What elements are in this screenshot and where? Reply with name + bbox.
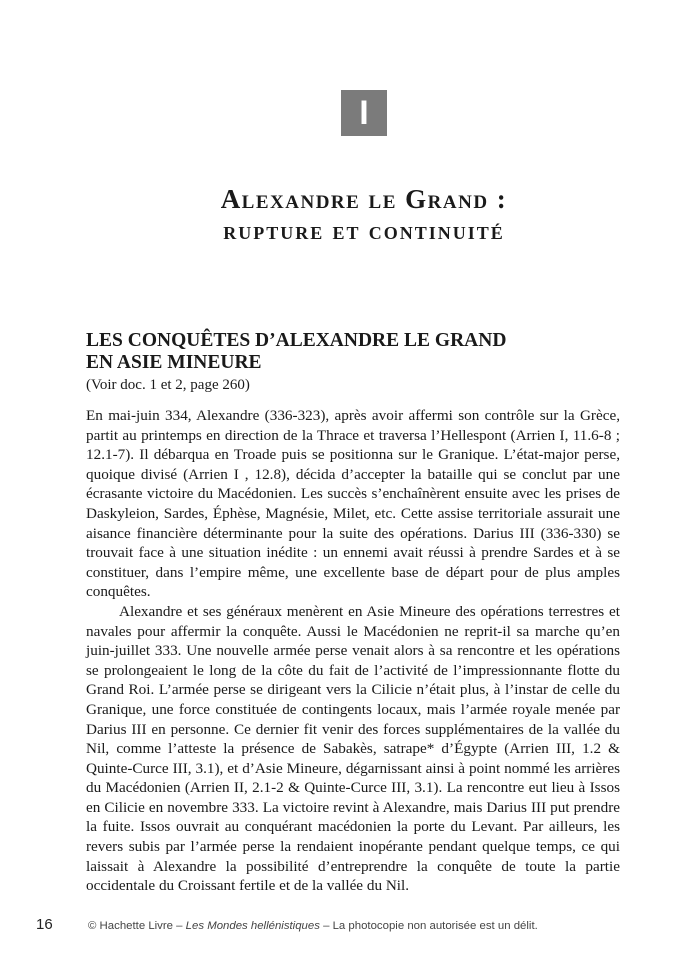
section-title-line-1: LES CONQUÊTES D’ALEXANDRE LE GRAND <box>86 330 507 351</box>
copyright-prefix: © Hachette Livre – <box>88 920 186 932</box>
chapter-subtitle: rupture et continuité <box>223 218 505 245</box>
copyright-notice <box>88 920 538 932</box>
page-number: 16 <box>36 916 53 933</box>
paragraph-1: En mai-juin 334, Alexandre (336-323), après avoir affermi son contrôle sur la Grèce, partit au printemps en direction de la Thrace et traversa l’Hellespont (Arrien I, 11.6-8 ; 12.1-7). Il débarqua en Troade puis se positionna sur le Granique. L’état-major perse, quoique divisé (Arrien I , 12.8), décida d’accepter la bataille qui se conclut par une écrasante victoire du Macédonien. Les succès s’enchaînèrent ensuite avec les prises de Daskyleion, Sardes, Éphèse, Magnésie, Milet, etc. Cette assise territoriale assurait une aisance financière déterminante pour la suite des opérations. Darius III (336-330) se trouvait face à une situation inédite : un ennemi avait réussi à prendre Sardes et à se constituer, dans l’empire même, une excellente base de départ pour de plus amples conquêtes. <box>86 407 620 601</box>
chapter-number-box <box>341 90 387 136</box>
chapter-title: Alexandre le Grand : <box>220 184 508 214</box>
section-title <box>86 330 626 374</box>
paragraph-2: Alexandre et ses généraux menèrent en Asie Mineure des opérations terrestres et navales pour affermir la conquête. Aussi le Macédonien ne reprit-il sa marche qu’en juin-juillet 333. Une nouvelle armée perse venait alors à sa rencontre et les opérations se prolongeaient le long de la côte du fait de l’activité de l’impressionnante flotte du Grand Roi. L’armée perse se dirigeant vers la Cilicie n’était plus, à l’instar de celle du Granique, une force constituée de contingents locaux, mais l’armée royale menée par Darius III en personne. Ce dernier fit venir des forces supplémentaires de la vallée du Nil, comme l’atteste la présence de Sabakès, satrape* d’Égypte (Arrien III, 1.2 & Quinte-Curce III, 3.1), et d’Asie Mineure, dégarnissant ainsi à point nommé les arrières du Macédonien (Arrien II, 2.1-2 & Quinte-Curce III, 3.1). La rencontre eut lieu à Issos en Cilicie en novembre 333. La victoire revint à Alexandre, mais Darius III put prendre la fuite. Issos ouvrait au conquérant macédonien la porte du Levant. Par ailleurs, les revers subis par l’armée perse la rendaient inopérante pendant quelque temps, ce qui laissait à Alexandre la possibilité d’entreprendre la conquête de toute la partie occidentale du Croissant fertile et de la vallée du Nil. <box>86 602 620 895</box>
chapter-numeral: I <box>359 94 369 132</box>
document-reference: (Voir doc. 1 et 2, page 260) <box>86 377 250 393</box>
copyright-suffix: – La photocopie non autorisée est un délit. <box>319 920 538 932</box>
body-text <box>86 406 620 896</box>
book-title: Les Mondes hellénistiques <box>185 920 320 932</box>
page-footer <box>36 916 676 933</box>
section-title-line-2: EN ASIE MINEURE <box>86 352 262 373</box>
